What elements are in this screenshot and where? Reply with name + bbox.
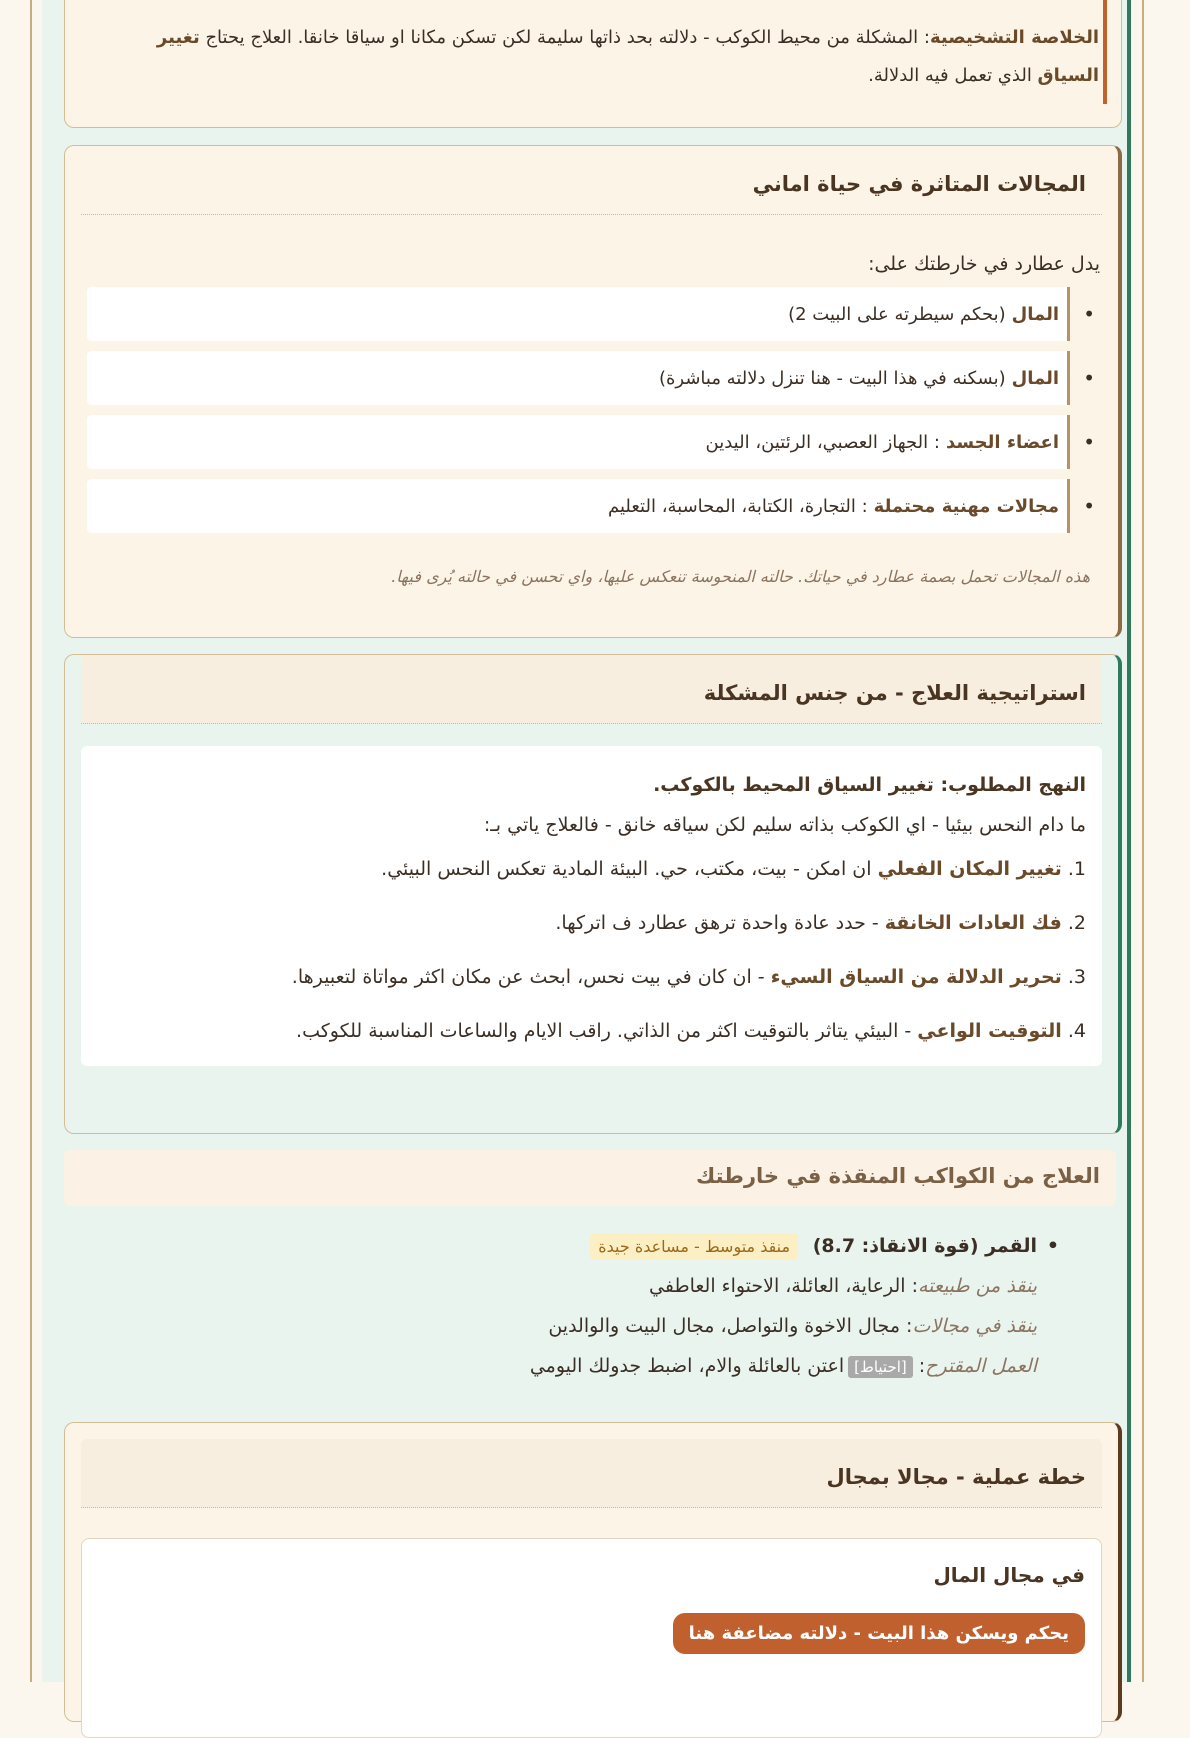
step-title: فك العادات الخانقة [884,912,1062,934]
step-title: تغيير المكان الفعلي [877,858,1062,880]
step-number: 4. [1067,1020,1086,1042]
affected-areas-card [64,145,1122,638]
domain-highlight-pill: يحكم ويسكن هذا البيت - دلالته مضاعفة هنا [673,1613,1085,1654]
strategy-card [64,654,1122,1134]
savior-heading [82,1235,1037,1257]
page-frame-left [30,0,32,1682]
step-number: 2. [1067,912,1086,934]
main-content [42,0,1127,1682]
summary-bold: تغيير السياق [156,27,1099,86]
item-text: (بحكم سيطرته على البيت 2) [788,303,1006,325]
step-number: 3. [1067,966,1086,988]
saviors-section-title: العلاج من الكواكب المنقذة في خارطتك [64,1150,1116,1206]
step-number: 1. [1067,858,1086,880]
page-frame-accent [1127,0,1131,1682]
step-title: التوقيت الواعي [917,1020,1062,1042]
list-item [87,287,1070,341]
diagnostic-summary-card [64,0,1122,128]
summary-text-end: الذي تعمل فيه الدلالة. [868,65,1038,86]
savior-action: العمل المقترح: [احتياط]اعتن بالعائلة والام، اضبط جدولك اليومي [529,1355,1037,1377]
planet-name: القمر (قوة الانقاذ: 8.7) [812,1235,1037,1257]
plan-domain-box [81,1538,1102,1738]
strategy-step [97,858,1086,880]
strategy-step [97,912,1086,934]
item-text: : الجهاز العصبي، الرئتين، اليدين [705,431,940,453]
section-title: المجالات المتاثرة في حياة اماني [81,146,1102,215]
step-text: - حدد عادة واحدة ترهق عطارد ف اتركها. [555,912,885,934]
item-label: • مجالات مهنية محتملة [873,495,1059,517]
savior-domains [82,1315,1037,1337]
strategy-step [97,1020,1086,1042]
domains-label: ينقذ في مجالات [912,1315,1037,1337]
summary-text: : المشكلة من محيط الكوكب - دلالته بحد ذاتها سليمة لكن تسكن مكانا او سياقا خانقا. العلاج يحتاج [199,27,930,48]
savior-nature [82,1275,1037,1297]
strategy-step [97,966,1086,988]
affected-intro: يدل عطارد في خارطتك على: [868,253,1100,275]
item-label: • المال [1011,367,1059,389]
action-text: اعتن بالعائلة والام، اضبط جدولك اليومي [529,1355,845,1377]
step-text: - ان كان في بيت نحس، ابحث عن مكان اكثر مواتاة لتعبيرها. [291,966,771,988]
item-label: • المال [1011,303,1059,325]
summary-label: الخلاصة التشخيصية [929,27,1099,48]
status-badge: منقذ متوسط - مساعدة جيدة [590,1233,798,1260]
step-text: - البيئي يتاثر بالتوقيت اكثر من الذاتي. راقب الايام والساعات المناسبة للكوكب. [296,1020,918,1042]
section-title: خطة عملية - مجالا بمجال [81,1439,1102,1508]
strategy-paragraph: ما دام النحس بيئيا - اي الكوكب بذاته سليم لكن سياقه خانق - فالعلاج ياتي بـ: [483,814,1086,836]
step-text: ان امكن - بيت، مكتب، حي. البيئة المادية تعكس النحس البيئي. [381,858,878,880]
list-item [87,415,1070,469]
list-item [87,479,1070,533]
item-text: (بسكنه في هذا البيت - هنا تنزل دلالته مباشرة) [658,367,1006,389]
list-item [87,351,1070,405]
item-text: : التجارة، الكتابة، المحاسبة، التعليم [608,495,868,517]
nature-text: : الرعاية، العائلة، الاحتواء العاطفي [649,1275,918,1297]
domains-text: : مجال الاخوة والتواصل، مجال البيت والوالدين [548,1315,913,1337]
action-tag: [احتياط] [848,1356,913,1378]
strategy-lead: النهج المطلوب: تغيير السياق المحيط بالكوكب. [653,774,1086,796]
page-frame-right [1142,0,1144,1682]
action-plan-card [64,1422,1122,1722]
item-label: • اعضاء الجسد [945,431,1059,453]
section-title: استراتيجية العلاج - من جنس المشكلة [81,655,1102,724]
nature-label: ينقذ من طبيعته [917,1275,1037,1297]
step-title: تحرير الدلالة من السياق السيء [770,966,1062,988]
strategy-body [81,746,1102,1066]
plan-domain-title: في مجال المال [933,1563,1085,1587]
savior-planet-entry [82,1235,1037,1395]
affected-note: هذه المجالات تحمل بصمة عطارد في حياتك. حالته المنحوسة تنعكس عليها، واي تحسن في حالته يُرى فيها. [391,567,1090,586]
action-label: العمل المقترح [925,1355,1037,1377]
summary-accent-bar [1103,0,1107,104]
